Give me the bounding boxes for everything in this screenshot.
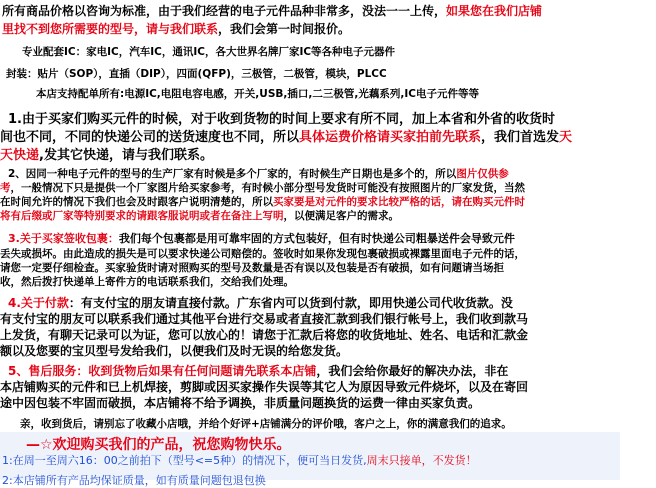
s1-courier: 天快递 — [0, 148, 40, 163]
s4-line-4: 额以及您要的宝贝型号发给我们，以便我们及时无误的给您发货。 — [0, 344, 349, 358]
s4-line-3: 上发货，有聊天记录可以为证，您可以放心的！请您于汇款后将您的收货地址、姓名、电话和汇款金 — [0, 328, 529, 342]
s4-title: 4.关于付款 — [8, 296, 69, 310]
s2-line-2 — [0, 180, 620, 195]
s2-text-1: 2、因同一种电子元件的型号的生产厂家有时候是多个厂家的，有时候生产日期也是多个的，所以 — [8, 168, 457, 180]
s3-line-4: 收，然后拨打快递单上寄件方的电话联系我们，交给我们处理。 — [0, 276, 294, 288]
intro-highlight: 如果您在我们店铺 — [446, 4, 543, 18]
intro-line-2 — [2, 20, 622, 37]
s2-line-1 — [8, 166, 628, 181]
s2-line-4 — [0, 208, 620, 223]
s5-line-3: 途中因包装不牢固而破损，本店铺将不给予调换，非质量问题换货的运费一律由买家负责。 — [0, 396, 481, 410]
s4-line-2: 有支付宝的朋友可以联系我们通过其他平台进行交易或者直接汇款到我们银行帐号上，我们收到款马 — [0, 312, 529, 326]
s1-tail: 天 — [559, 130, 573, 145]
s3-text-1: 我们每个包裹都是用可靠牢固的方式包装好，但有时快递公司粗暴送件会导致元件 — [118, 232, 515, 245]
s2-text-3: 在时间允许的情况下我们也会及时跟客户说明清楚的，所以 — [0, 196, 273, 208]
s5-title: 5、售后服务：收到货物后如果有任何问题请先联系本店铺 — [8, 364, 317, 378]
s2-highlight-3: 买家要是对元件的要求比较严格的话，请在购买元件时 — [273, 196, 525, 208]
welcome-line: —☆欢迎购买我们的产品，祝您购物快乐。 — [26, 437, 291, 453]
s2-text-2: ，一般情况下只是提供一个厂家图片给买家参考，有时候小部分型号发货时可能没有按照图片的厂家发货，当然 — [10, 182, 525, 194]
s2-line-3 — [0, 194, 620, 209]
intro-text: 所有商品价格以咨询为标准，由于我们经营的电子元件品种非常多，没法一一上传， — [2, 4, 447, 18]
quality-line: 2:本店铺所有产品均保证质量，如有质量问题包退包换 — [2, 474, 266, 487]
s3-line-3: 请您一定要仔细检查。买家验货时请对照购买的型号及数量是否有误以及包装是否有破损，如有问题请当场拒 — [0, 262, 504, 274]
shipping-line — [2, 452, 622, 468]
shipping-text: 1:在周一至周六16：00之前拍下（型号<=5种）的情况下，便可当日发货, — [2, 454, 367, 467]
intro-text-2: ，我们会第一时间报价。 — [218, 22, 351, 36]
s4-line-1 — [8, 294, 628, 311]
s1-line-3 — [0, 144, 620, 163]
s5-text-1: ，我们会给你最好的解决办法，非在 — [316, 364, 509, 378]
s2-highlight-1: 图片仅供参 — [456, 168, 509, 180]
channels-line: 本店支持配单所有:电源IC,电阻电容电感，开关,USB,插口,二三极管,光藕系列,IC电子元件等等 — [36, 88, 479, 100]
supply-line: 专业配套IC：家电IC，汽车IC，通讯IC，各大世界名牌厂家IC等各种电子元器件 — [22, 46, 396, 58]
s3-title: 3.关于买家签收包裹： — [8, 232, 119, 245]
s4-text-1: ：有支付宝的朋友请直接付款。广东省内可以货到付款，即用快递公司代收货款。没 — [68, 296, 513, 310]
s2-highlight-2: 考 — [0, 182, 11, 194]
thanks-line: 亲，收到货后，请别忘了收藏小店哦，并给个好评+店铺满分的评价哦，客户之上，你的满意我们的追求。 — [20, 418, 512, 430]
s1-text-3: ,发其它快递，请与我们联系。 — [39, 148, 213, 163]
s3-line-1 — [8, 230, 628, 246]
shipping-weekend: 周末只接单，不发货！ — [366, 454, 477, 467]
s1-text: 间也不同，不同的快递公司的送货速度也不同，所以 — [0, 130, 300, 145]
package-line: 封装：贴片（SOP），直插（DIP），四面(QFP)，三极管，二极管，模块，PLCC — [6, 68, 387, 80]
intro-line-1 — [2, 2, 622, 19]
s1-line-1: 1.由于买家们购买元件的时候，对于收到货物的时间上要求有所不同，加上本省和外省的收货时 — [8, 112, 555, 127]
s2-highlight-4: 将有后缀或厂家等特别要求的请跟客服说明或者在备注上写明 — [0, 210, 284, 222]
s5-line-2: 本店铺购买的元件和已上机焊接，剪脚或因买家操作失误等其它人为原因导致元件烧坏，以及在寄回 — [0, 380, 529, 394]
s2-text-4: ，以便满足客户的需求。 — [283, 210, 399, 222]
s1-line-2 — [0, 126, 620, 145]
s3-line-2: 丢失或损坏。由此造成的损失是可以要求快递公司赔偿的。签收时如果你发现包裹破损或裸露里面电子元件的话， — [0, 248, 525, 260]
s1-text-end: ，我们首选发 — [481, 130, 560, 145]
intro-highlight-2: 里找不到您所需要的型号，请与我们联系 — [2, 22, 219, 36]
s5-line-1 — [8, 362, 628, 379]
s1-highlight: 具体运费价格请买家拍前先联系 — [299, 130, 482, 145]
